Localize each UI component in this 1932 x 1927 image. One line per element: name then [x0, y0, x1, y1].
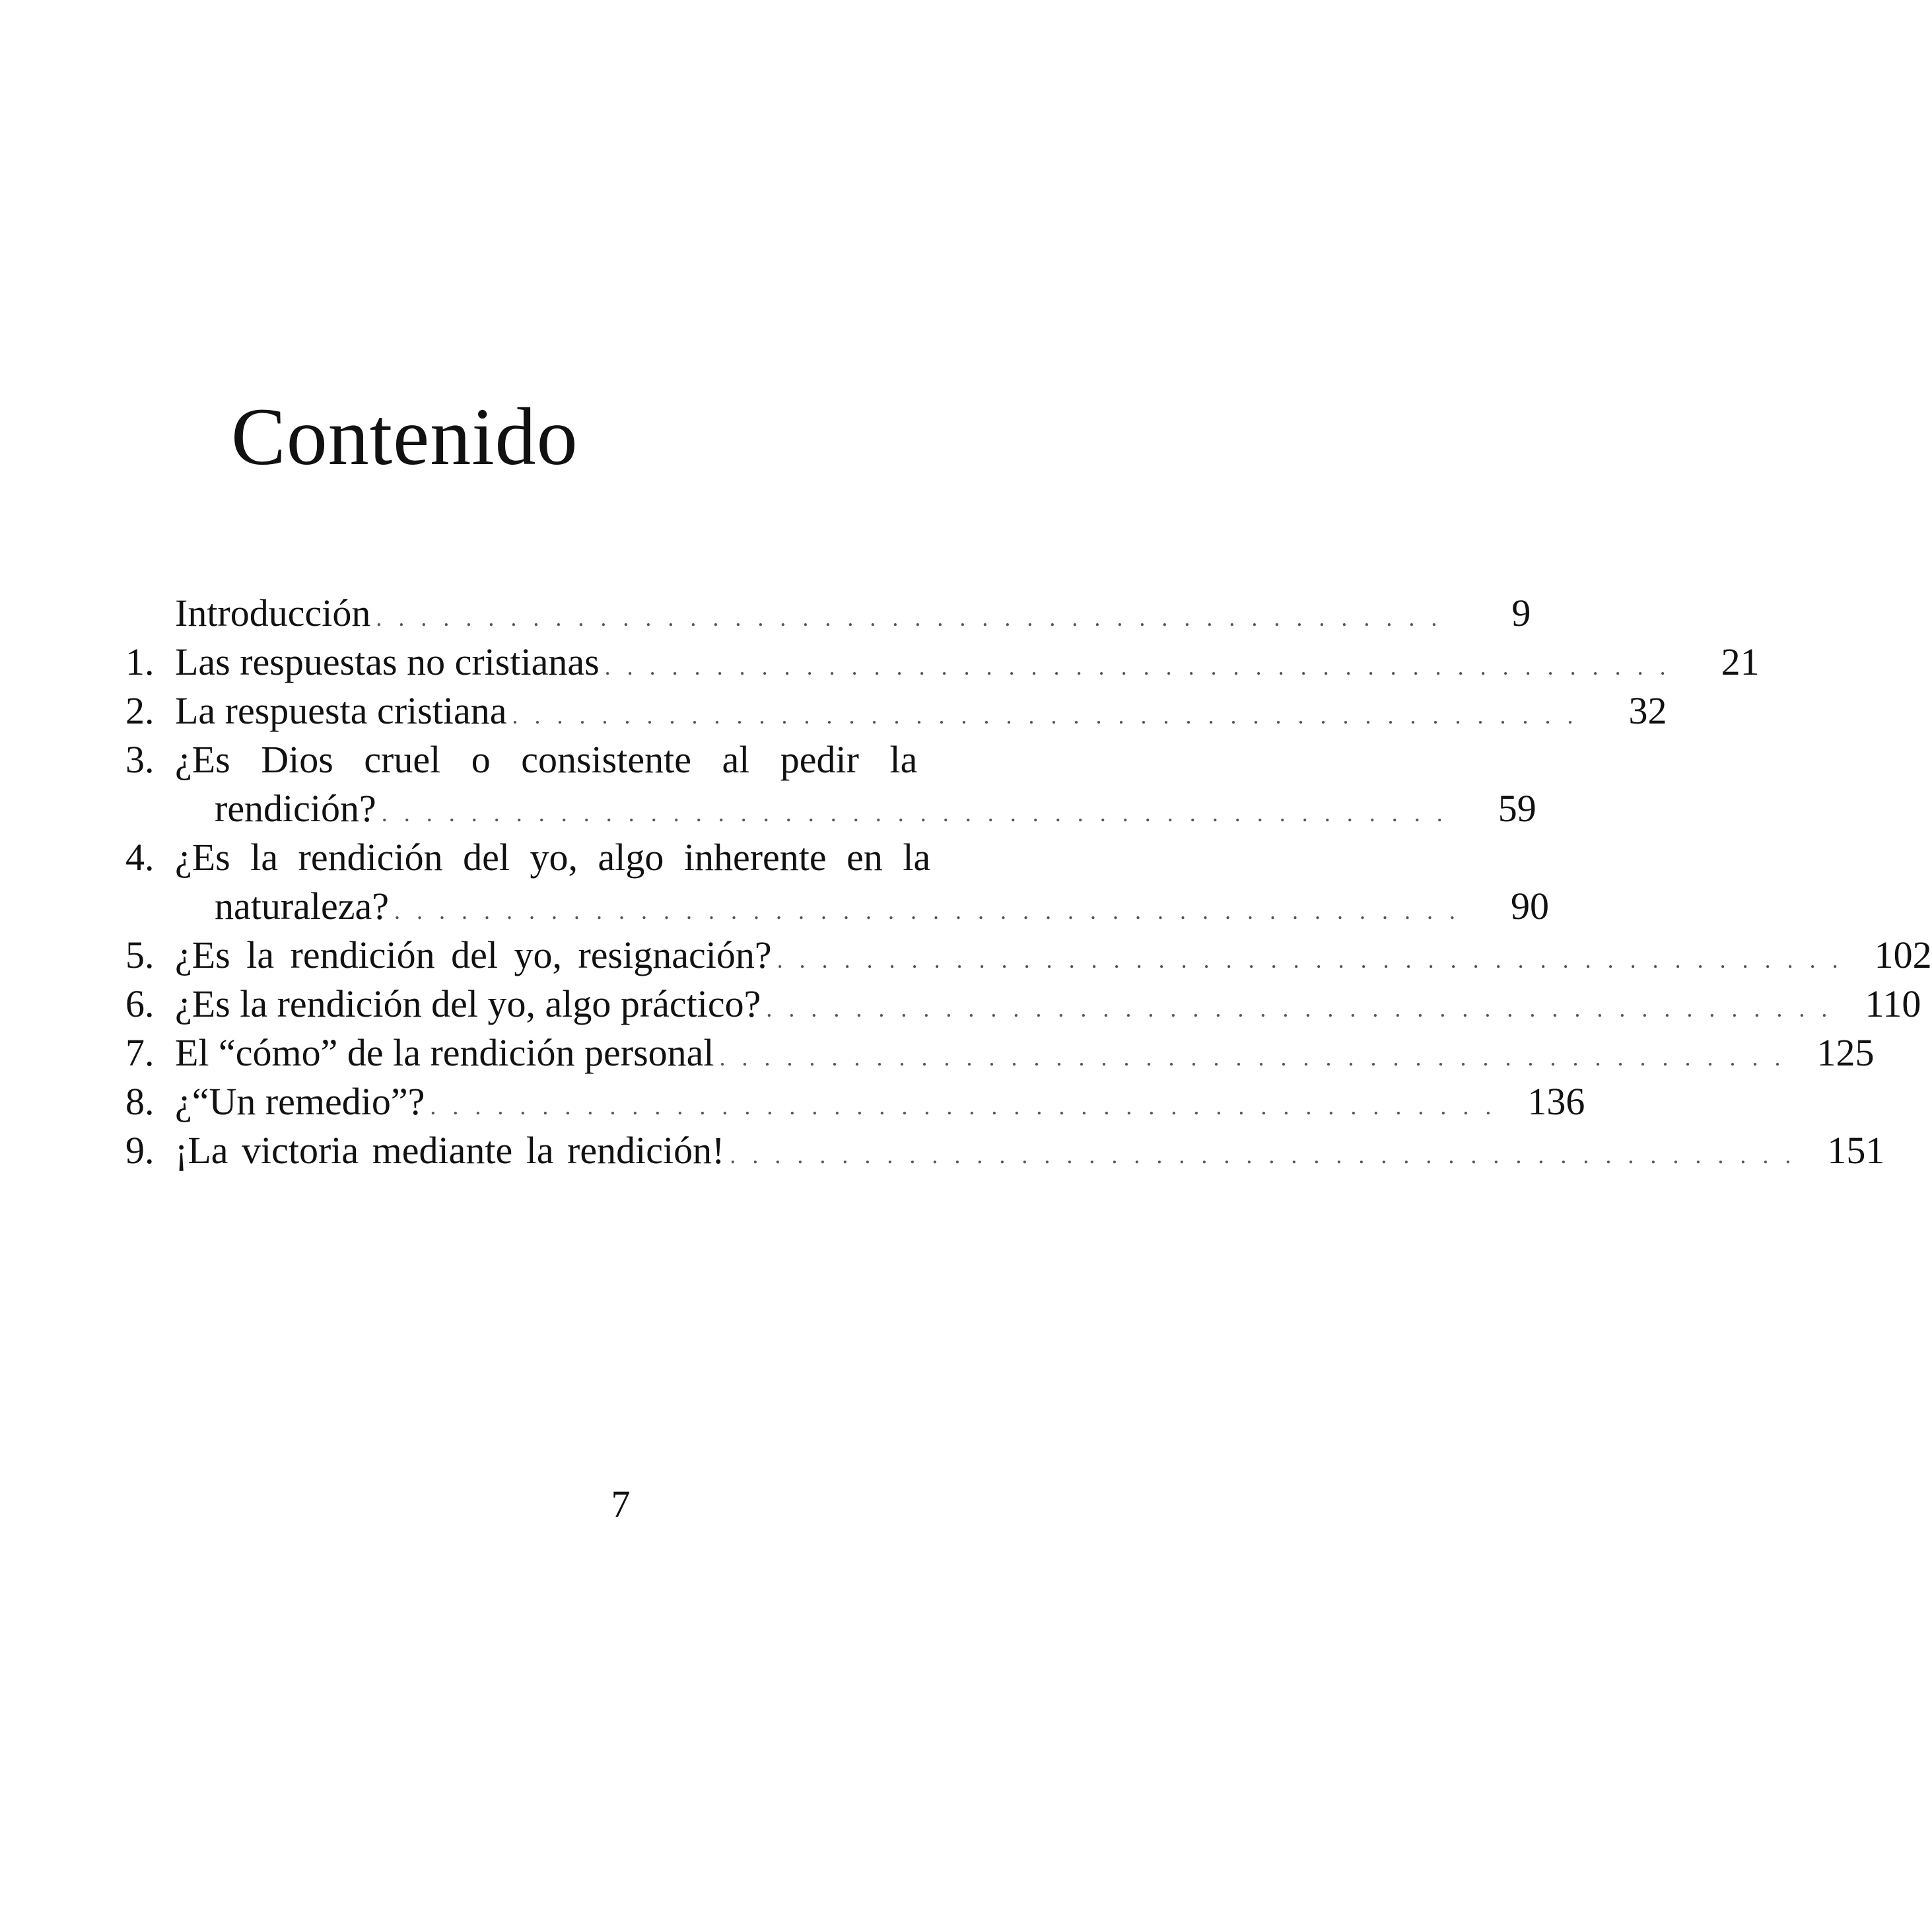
toc-entry-title: Introducción: [175, 592, 371, 634]
toc-entry-page: 59: [1498, 787, 1536, 830]
toc-entry-6[interactable]: [125, 980, 1921, 1029]
toc-entry-title-line1: [175, 735, 1083, 784]
toc-leader-dots: . . . . . . . . . . . . . . . . . . . . . . . . . . . . . . . . . . . . . . . . . . . . . . . .: [719, 1044, 1786, 1071]
toc-entry-title: ¡La victoria mediante la rendición!: [175, 1129, 725, 1172]
toc-leader-dots: . . . . . . . . . . . . . . . . . . . . . . . . . . . . . . . . . . . . . . . . . . . . . . . .: [730, 1142, 1797, 1168]
toc-entry-1[interactable]: [125, 638, 1760, 687]
toc-entry-number: 5.: [125, 933, 155, 976]
toc-entry-number: 9.: [125, 1129, 155, 1172]
toc-entry-title: ¿Es Dios cruel o consistente al pedir la: [175, 738, 918, 781]
toc-entry-number: 2.: [125, 689, 155, 732]
toc-entry-title-continuation: naturaleza?: [215, 885, 390, 928]
toc-leader-dots: . . . . . . . . . . . . . . . . . . . . . . . . . . . . . . . . . . . . . . . . . . . . . . . .: [512, 702, 1579, 729]
toc-entry-page: 32: [1628, 689, 1667, 732]
toc-entry-3[interactable]: [125, 735, 1536, 833]
toc-leader-dots: . . . . . . . . . . . . . . . . . . . . . . . . . . . . . . . . . . . . . . . . . . . . . . . .: [776, 947, 1844, 973]
toc-leader-dots: . . . . . . . . . . . . . . . . . . . . . . . . . . . . . . . . . . . . . . . . . . . . . . . .: [766, 996, 1833, 1022]
toc-entry-4[interactable]: [125, 833, 1550, 931]
toc-leader-dots: . . . . . . . . . . . . . . . . . . . . . . . . . . . . . . . . . . . . . . . . . . . . . . . .: [394, 898, 1461, 924]
toc-entry-9[interactable]: [125, 1126, 1885, 1175]
toc-entry-number: 1.: [125, 640, 155, 683]
toc-entry-page: 151: [1827, 1129, 1885, 1172]
toc-leader-dots: . . . . . . . . . . . . . . . . . . . . . . . . . . . . . . . . . . . . . . . . . . . . . . . .: [376, 605, 1443, 631]
toc-entry-page: 136: [1527, 1080, 1585, 1123]
toc-entry-page: 125: [1816, 1031, 1875, 1074]
toc-leader-dots: . . . . . . . . . . . . . . . . . . . . . . . . . . . . . . . . . . . . . . . . . . . . . . . .: [381, 800, 1448, 827]
toc-leader-dots: . . . . . . . . . . . . . . . . . . . . . . . . . . . . . . . . . . . . . . . . . . . . . . . .: [604, 654, 1671, 680]
toc-entry-title: ¿Es la rendición del yo, algo práctico?: [175, 982, 761, 1025]
toc-entry-number: 8.: [125, 1080, 155, 1123]
toc-entry-number: 3.: [125, 738, 155, 781]
toc-entry-title-continuation: rendición?: [215, 787, 376, 830]
toc-entry-number: 6.: [125, 982, 155, 1025]
toc-entry-introduccion[interactable]: [125, 589, 1531, 638]
toc-entry-2[interactable]: [125, 687, 1667, 735]
toc-entry-7[interactable]: [125, 1029, 1875, 1077]
toc-entry-title-line1: [175, 833, 1083, 882]
page-number: 7: [611, 1483, 631, 1526]
table-of-contents: [125, 589, 1932, 1175]
toc-entry-title: ¿Es la rendición del yo, resignación?: [175, 933, 772, 976]
toc-entry-number: 4.: [125, 836, 155, 879]
toc-entry-5[interactable]: [125, 931, 1932, 980]
toc-entry-title: ¿Es la rendición del yo, algo inherente en la: [175, 836, 931, 879]
toc-entry-page: 110: [1865, 982, 1921, 1025]
toc-leader-dots: . . . . . . . . . . . . . . . . . . . . . . . . . . . . . . . . . . . . . . . . . . . . . . . .: [430, 1093, 1497, 1120]
toc-entry-title: Las respuestas no cristianas: [175, 640, 600, 683]
toc-entry-page: 90: [1511, 885, 1550, 928]
toc-entry-title: La respuesta cristiana: [175, 689, 507, 732]
page-title: Contenido: [231, 391, 578, 482]
toc-entry-title: ¿“Un remedio”?: [175, 1080, 425, 1123]
toc-entry-page: 9: [1511, 592, 1531, 634]
toc-entry-page: 21: [1721, 640, 1760, 683]
toc-entry-page: 102: [1874, 933, 1932, 976]
toc-entry-number: 7.: [125, 1031, 155, 1074]
toc-entry-8[interactable]: [125, 1077, 1585, 1126]
toc-entry-title: El “cómo” de la rendición personal: [175, 1031, 714, 1074]
